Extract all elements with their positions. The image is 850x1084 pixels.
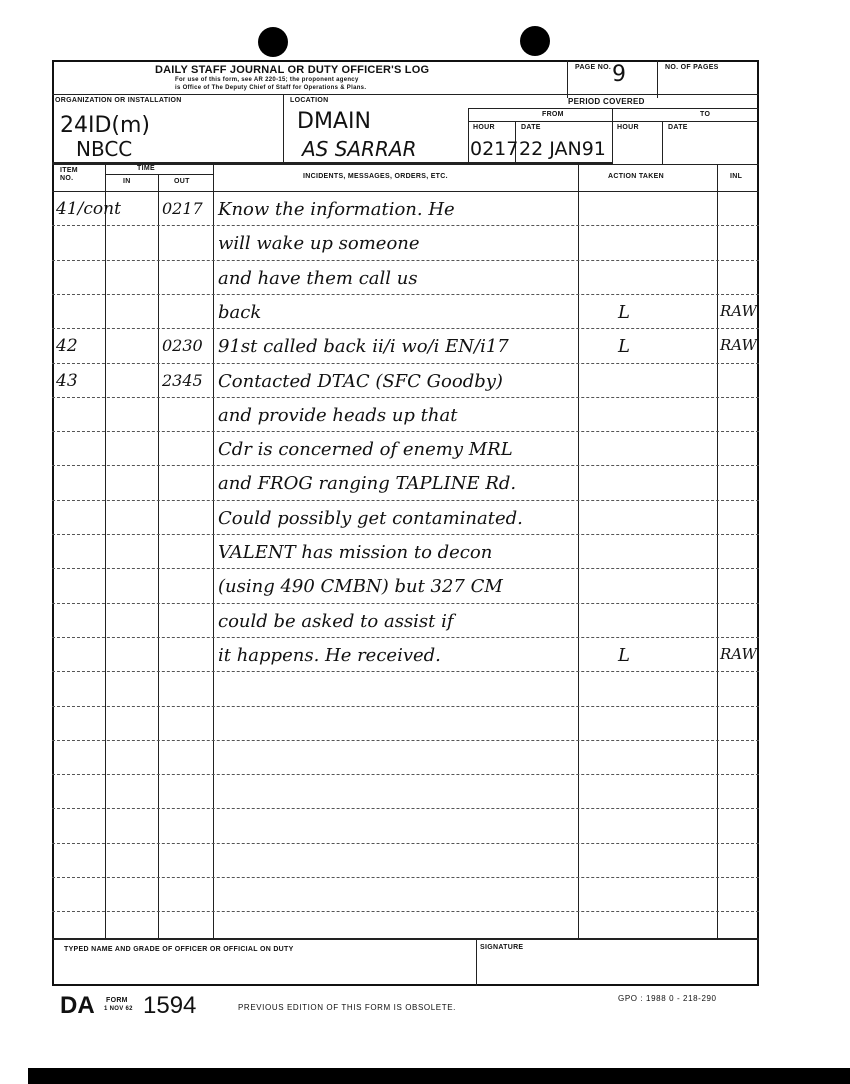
row-item-no: 41/cont — [56, 199, 121, 219]
row-incident-text: and have them call us — [218, 268, 418, 289]
location-label: LOCATION — [290, 97, 329, 104]
col-out: OUT — [174, 178, 190, 185]
row-incident-text: could be asked to assist if — [218, 611, 454, 632]
row-separator — [52, 877, 759, 878]
col-action-taken: ACTION TAKEN — [608, 173, 664, 180]
col-incidents: INCIDENTS, MESSAGES, ORDERS, ETC. — [303, 173, 448, 180]
row-separator — [52, 328, 759, 329]
row-separator — [52, 671, 759, 672]
row-separator — [52, 637, 759, 638]
page-no-label: PAGE NO. — [575, 64, 612, 71]
location-value-line2: AS SARRAR — [302, 137, 417, 161]
row-action-taken: L — [618, 302, 630, 323]
row-separator — [52, 500, 759, 501]
row-separator — [52, 225, 759, 226]
form-word: FORM — [106, 997, 128, 1004]
col-in: IN — [123, 178, 131, 185]
row-action-taken: L — [618, 645, 630, 666]
form-subtitle-1: For use of this form, see AR 220-15; the proponent agency — [175, 77, 359, 83]
row-incident-text: Cdr is concerned of enemy MRL — [218, 439, 513, 460]
row-separator — [52, 363, 759, 364]
no-of-pages-label: NO. OF PAGES — [665, 64, 719, 71]
row-separator — [52, 808, 759, 809]
row-initials: RAW — [720, 302, 757, 320]
row-separator — [52, 465, 759, 466]
row-incident-text: and FROG ranging TAPLINE Rd. — [218, 473, 517, 494]
col-item-no: ITEM NO. — [60, 167, 78, 182]
to-label: TO — [700, 111, 711, 118]
row-separator — [52, 294, 759, 295]
row-separator — [52, 568, 759, 569]
row-separator — [52, 603, 759, 604]
org-value-line2: NBCC — [76, 137, 133, 161]
from-hour-value: 0217 — [470, 138, 519, 160]
page-no-value: 9 — [612, 62, 626, 87]
row-separator — [52, 397, 759, 398]
row-item-no: 43 — [56, 371, 78, 391]
org-label: ORGANIZATION OR INSTALLATION — [55, 97, 182, 104]
form-date: 1 NOV 62 — [104, 1006, 133, 1012]
row-incident-text: VALENT has mission to decon — [218, 542, 493, 563]
org-value-line1: 24ID(m) — [60, 113, 151, 138]
row-incident-text: Contacted DTAC (SFC Goodby) — [218, 371, 503, 392]
row-initials: RAW — [720, 336, 757, 354]
signature-label: SIGNATURE — [480, 944, 524, 951]
from-date-value: 22 JAN91 — [519, 138, 606, 160]
row-action-taken: L — [618, 336, 630, 357]
punch-hole-right — [520, 26, 550, 56]
typed-name-label: TYPED NAME AND GRADE OF OFFICER OR OFFICIAL ON DUTY — [64, 946, 294, 953]
row-item-no: 42 — [56, 336, 78, 356]
row-time-out: 0230 — [162, 336, 203, 355]
form-number: 1594 — [143, 992, 197, 1019]
row-time-out: 0217 — [162, 199, 203, 218]
row-separator — [52, 740, 759, 741]
row-separator — [52, 706, 759, 707]
from-label: FROM — [542, 111, 564, 118]
row-incident-text: back — [218, 302, 262, 323]
row-separator — [52, 911, 759, 912]
row-incident-text: Could possibly get contaminated. — [218, 508, 523, 529]
row-separator — [52, 534, 759, 535]
row-incident-text: will wake up someone — [218, 233, 420, 254]
row-separator — [52, 774, 759, 775]
row-separator — [52, 431, 759, 432]
row-initials: RAW — [720, 645, 757, 663]
to-date-label: DATE — [668, 124, 688, 131]
bottom-scan-bar — [28, 1068, 850, 1084]
row-incident-text: (using 490 CMBN) but 327 CM — [218, 576, 503, 597]
form-title: DAILY STAFF JOURNAL OR DUTY OFFICER'S LOG — [155, 64, 430, 76]
from-date-label: DATE — [521, 124, 541, 131]
row-incident-text: and provide heads up that — [218, 405, 458, 426]
row-separator — [52, 260, 759, 261]
row-time-out: 2345 — [162, 371, 203, 390]
gpo-code: GPO : 1988 0 - 218-290 — [618, 994, 717, 1003]
row-incident-text: Know the information. He — [218, 199, 455, 220]
edition-note: PREVIOUS EDITION OF THIS FORM IS OBSOLETE. — [238, 1003, 456, 1012]
row-separator — [52, 843, 759, 844]
col-time: TIME — [137, 165, 155, 172]
row-incident-text: 91st called back ii/i wo/i EN/i17 — [218, 336, 509, 357]
form-subtitle-2: is Office of The Deputy Chief of Staff for Operations & Plans. — [175, 85, 367, 91]
location-value-line1: DMAIN — [297, 109, 371, 134]
punch-hole-left — [258, 27, 288, 57]
form-prefix: DA — [60, 992, 95, 1019]
col-initials: INL — [730, 173, 743, 180]
period-covered-label: PERIOD COVERED — [568, 97, 645, 106]
row-incident-text: it happens. He received. — [218, 645, 441, 666]
to-hour-label: HOUR — [617, 124, 639, 131]
from-hour-label: HOUR — [473, 124, 495, 131]
